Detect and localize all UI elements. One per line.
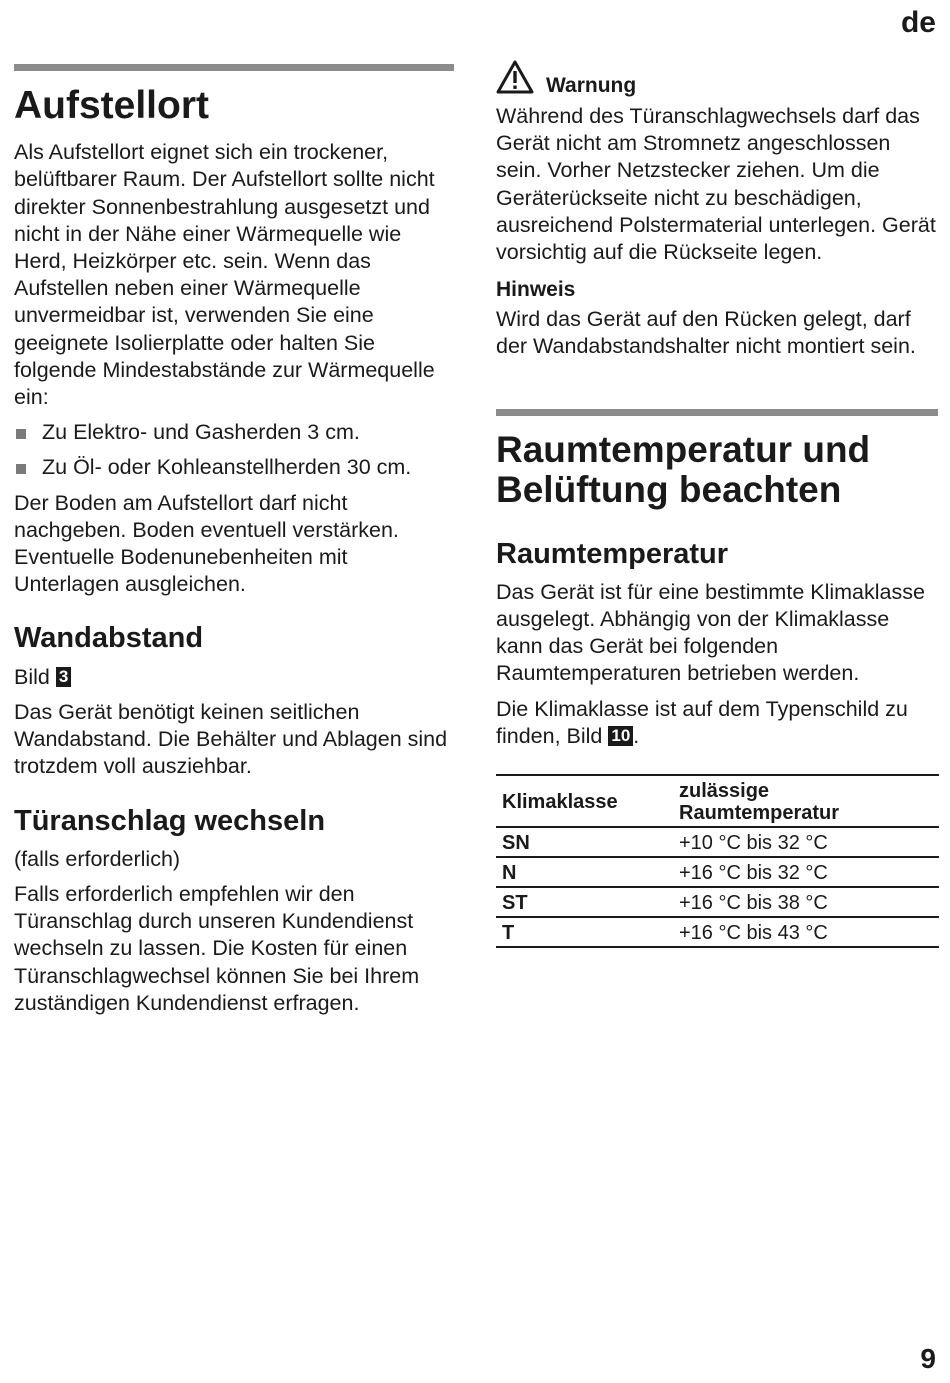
figure-number-badge: 10 xyxy=(608,726,633,746)
table-row xyxy=(496,917,939,947)
temperature-range-cell: +16 °C bis 43 °C xyxy=(673,917,939,947)
table-row xyxy=(496,827,939,857)
temperature-range-cell: +16 °C bis 32 °C xyxy=(673,857,939,887)
climate-class-cell: T xyxy=(496,917,673,947)
paragraph-boden: Der Boden am Aufstellort darf nicht nachgeben. Boden eventuell verstärken. Eventuelle Bodenunebenheiten mit Unterlagen ausgleichen. xyxy=(14,490,399,597)
temperature-range-cell: +10 °C bis 32 °C xyxy=(673,827,939,857)
climate-class-cell: ST xyxy=(496,887,673,917)
bullet-square-icon xyxy=(16,464,26,474)
paragraph-hinweis: Wird das Gerät auf den Rücken gelegt, darf der Wandabstandshalter nicht montiert sein. xyxy=(496,307,916,359)
figure-number-badge: 3 xyxy=(56,667,71,687)
paragraph-aufstellort-intro: Als Aufstellort eignet sich ein trockener, belüftbarer Raum. Der Aufstellort sollte nicht direkter Sonnenbestrahlung ausgesetzt und nicht in der Nähe einer Wärmequelle wie Herd, Heizkörper etc. sein. Wenn das Aufstellen neben einer Wärmequelle unvermeidbar ist, verwenden Sie eine geeignete Isolierplatte oder halten Sie folgende Mindestabstände zur Wärmequelle ein: xyxy=(14,140,435,409)
paragraph-typenschild: Die Klimaklasse ist auf dem Typenschild zu finden, Bild 10 . xyxy=(496,696,908,748)
list-item: Zu Elektro- und Gasherden 3 cm. xyxy=(14,419,454,446)
warning-label: Warnung xyxy=(546,74,637,97)
climate-class-cell: SN xyxy=(496,827,673,857)
page-number: 9 xyxy=(920,1343,936,1374)
section-rule xyxy=(496,409,938,416)
climate-class-cell: N xyxy=(496,857,673,887)
heading-raumtemperatur: Raumtemperatur xyxy=(496,537,729,570)
section-rule xyxy=(14,64,454,71)
paragraph-warnung: Während des Türanschlagwechsels darf das Gerät nicht am Stromnetz angeschlossen sein. Vorher Netzstecker ziehen. Um die Geräterückseite nicht zu beschädigen, ausreichend Polstermaterial unterlegen. Gerät vorsichtig auf die Rückseite legen. xyxy=(496,104,936,265)
paragraph-klimaklasse: Das Gerät ist für eine bestimmte Klimaklasse ausgelegt. Abhängig von der Klimaklasse kann das Gerät bei folgenden Raumtemperaturen betrieben werden. xyxy=(496,579,925,686)
heading-aufstellort: Aufstellort xyxy=(14,84,209,127)
temperature-range-cell: +16 °C bis 38 °C xyxy=(673,887,939,917)
table-row xyxy=(496,887,939,917)
hinweis-label: Hinweis xyxy=(496,278,576,302)
column-header-klimaklasse: Klimaklasse xyxy=(496,775,673,827)
list-item: Zu Öl- oder Kohleanstellherden 30 cm. xyxy=(14,454,454,481)
heading-wandabstand: Wandabstand xyxy=(14,622,204,655)
right-column xyxy=(496,60,938,948)
heading-raumtemperatur-belueftung: Raumtemperatur und Belüftung beachten xyxy=(496,428,871,510)
warning-triangle-icon xyxy=(496,60,534,99)
subtitle-falls-erforderlich: (falls erforderlich) xyxy=(14,846,181,871)
warning-header xyxy=(496,60,938,99)
paragraph-wandabstand: Das Gerät benötigt keinen seitlichen Wandabstand. Die Behälter und Ablagen sind trotzdem voll ausziehbar. xyxy=(14,699,448,779)
paragraph-tueranschlag: Falls erforderlich empfehlen wir den Türanschlag durch unseren Kundendienst wechseln zu lassen. Die Kosten für einen Türanschlagwechsel können Sie bei Ihrem zuständigen Kundendienst erfragen. xyxy=(14,882,420,1015)
table-row xyxy=(496,857,939,887)
heading-tueranschlag: Türanschlag wechseln xyxy=(14,804,326,837)
left-column xyxy=(14,64,454,1025)
language-code: de xyxy=(900,6,936,39)
table-header-row xyxy=(496,775,939,827)
column-header-raumtemperatur: zulässige Raumtemperatur xyxy=(673,775,939,827)
bullet-square-icon xyxy=(16,429,26,439)
figure-reference-line: Bild 3 xyxy=(14,664,454,691)
distance-list xyxy=(14,419,454,481)
climate-class-table xyxy=(496,774,939,948)
